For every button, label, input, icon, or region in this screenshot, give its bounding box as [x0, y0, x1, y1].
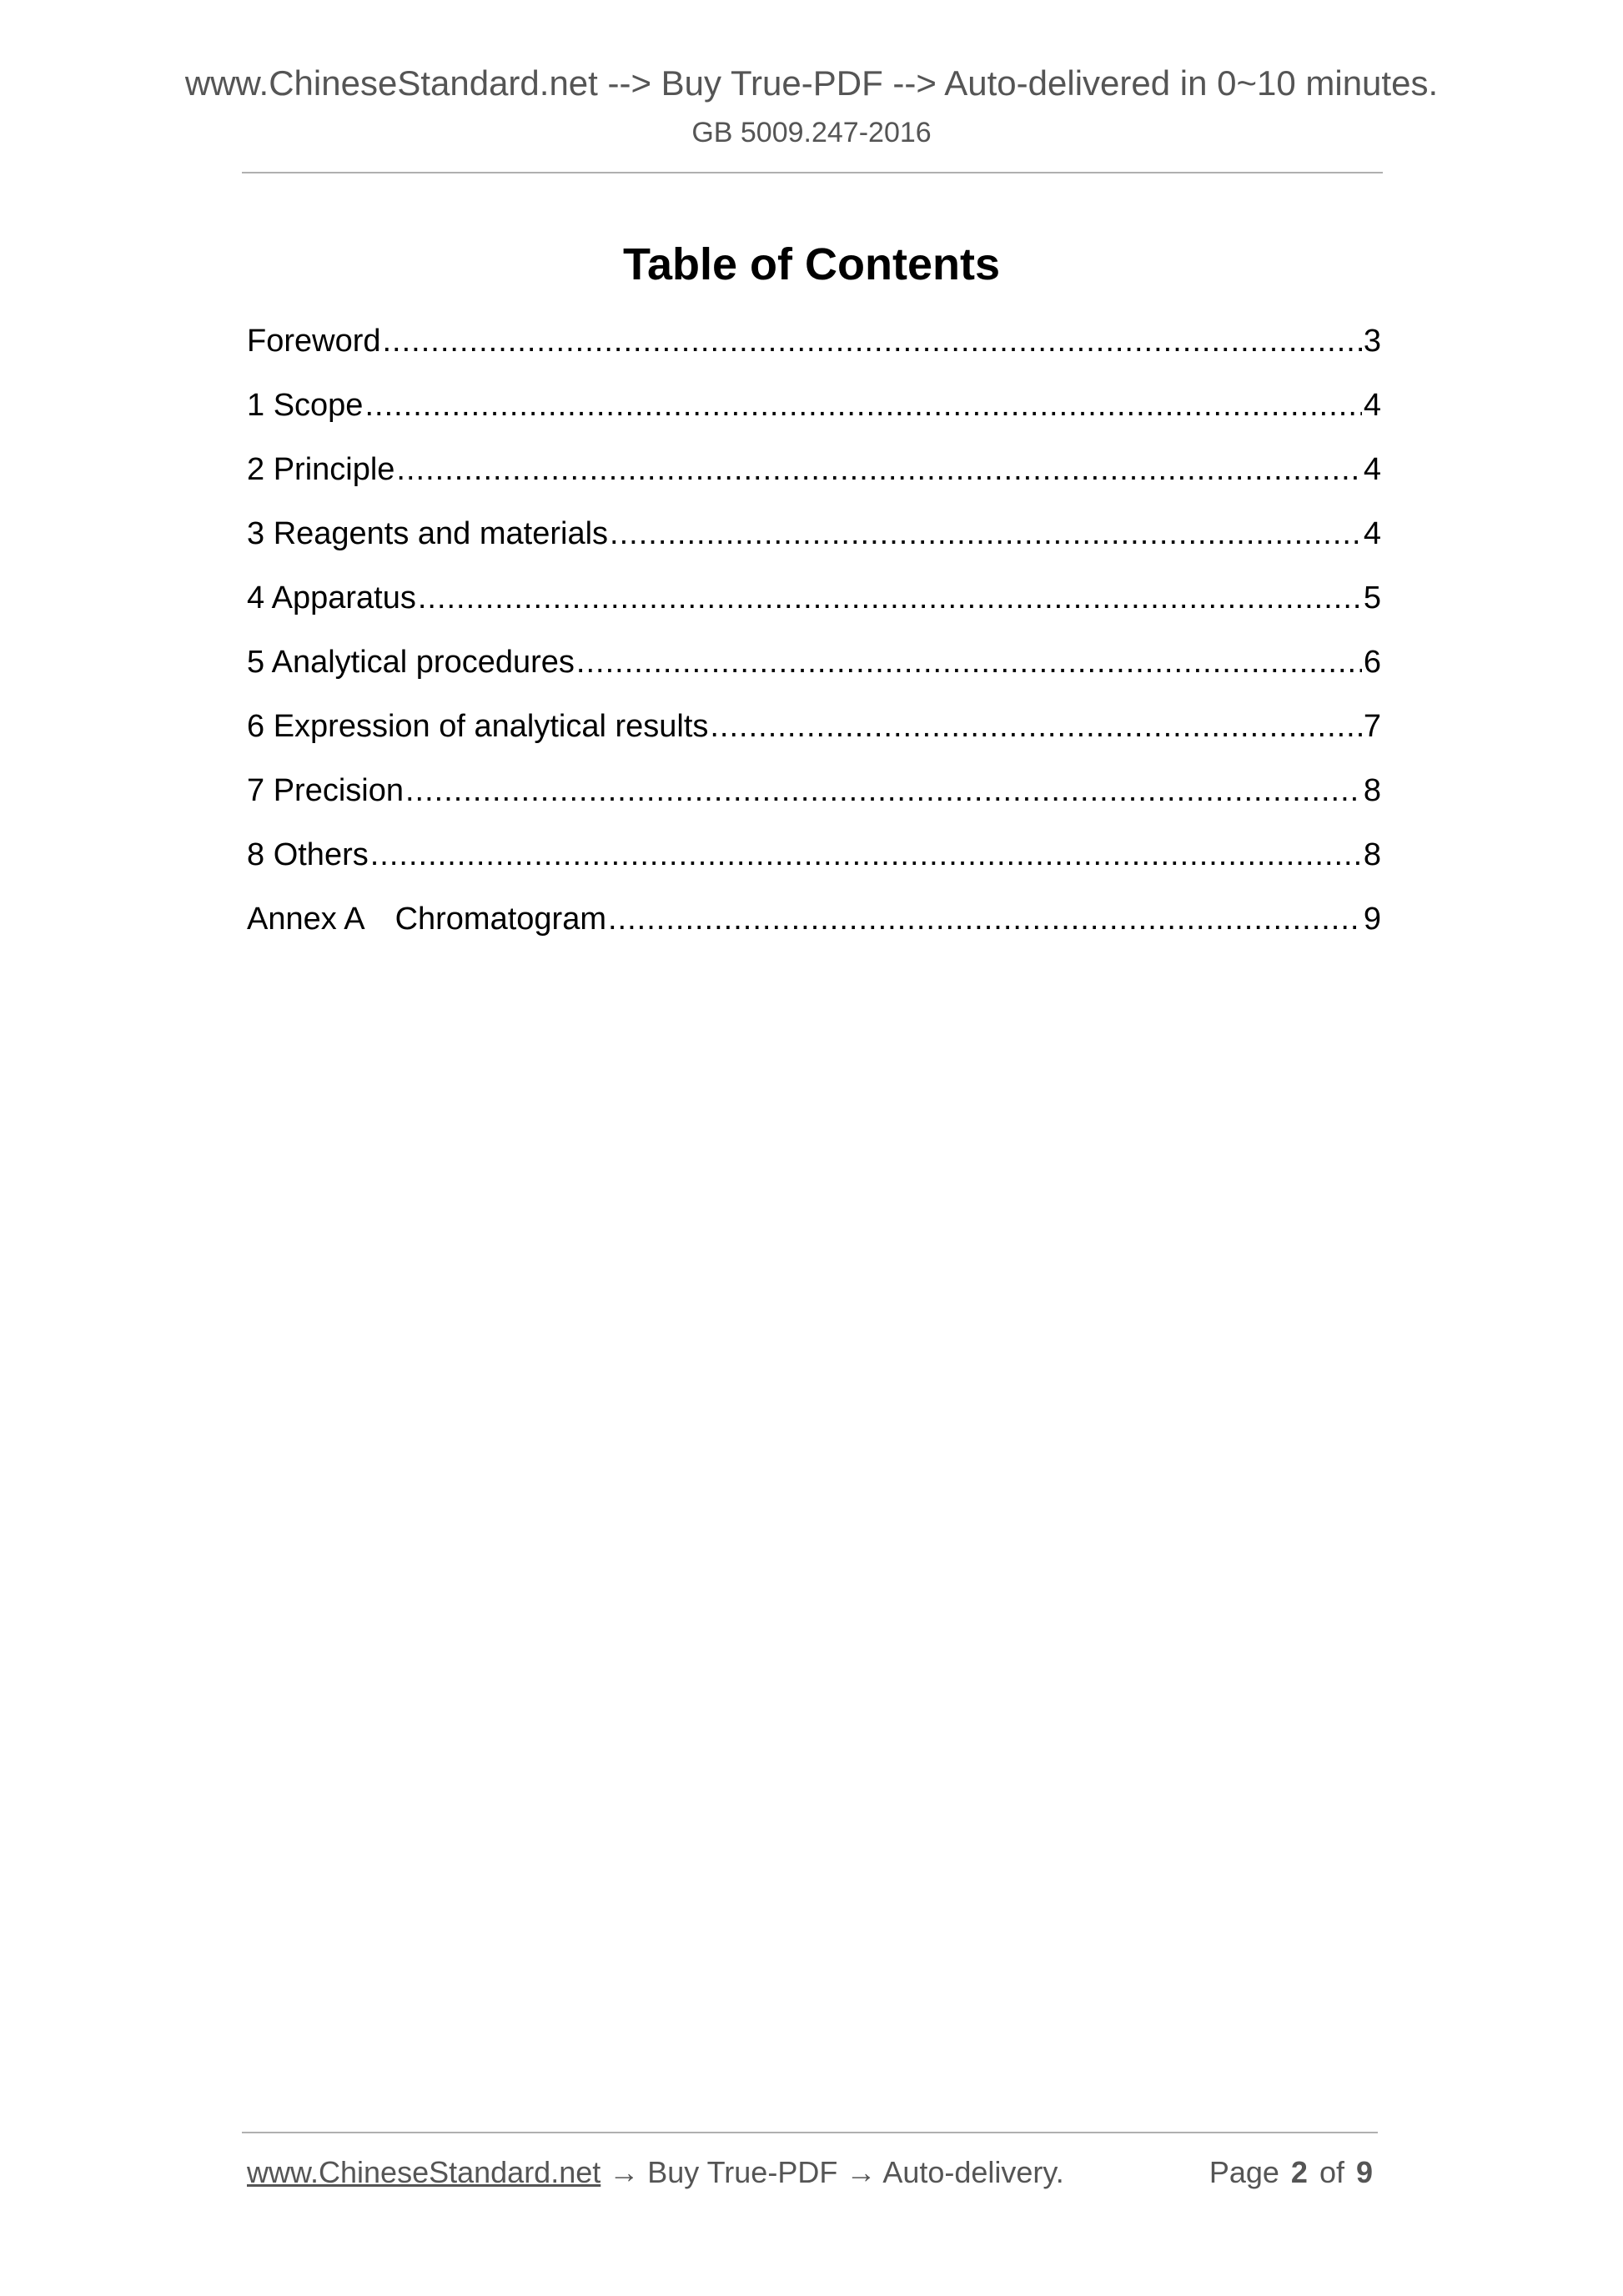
toc-entry-label: 3 Reagents and materials	[247, 516, 609, 551]
page-total: 9	[1355, 2155, 1373, 2189]
dot-leader	[396, 450, 1361, 490]
footer-promo-text: → Buy True-PDF → Auto-delivery.	[600, 2155, 1064, 2189]
dot-leader	[383, 321, 1362, 361]
annex-prefix: Annex A	[247, 902, 365, 937]
page-title: Table of Contents	[623, 239, 1000, 289]
toc-entry-others[interactable]	[247, 835, 1381, 899]
toc-entry-label: 4 Apparatus	[247, 580, 416, 615]
toc-list	[247, 321, 1381, 963]
toc-entry-page: 4	[1363, 388, 1381, 423]
toc-entry-label: Foreword	[247, 324, 381, 359]
footer-promo	[247, 2155, 1064, 2190]
toc-entry-annex-a[interactable]	[247, 899, 1381, 963]
toc-entry-label: 2 Principle	[247, 452, 395, 487]
toc-entry-principle[interactable]	[247, 450, 1381, 514]
toc-entry-reagents[interactable]	[247, 514, 1381, 578]
toc-entry-foreword[interactable]	[247, 321, 1381, 385]
page-of: of	[1319, 2155, 1344, 2189]
toc-entry-label: 8 Others	[247, 837, 369, 872]
toc-entry-label: 1 Scope	[247, 388, 364, 423]
footer-divider	[242, 2132, 1378, 2133]
dot-leader	[610, 514, 1362, 554]
dot-leader	[576, 642, 1362, 682]
toc-entry-label: 6 Expression of analytical results	[247, 709, 709, 744]
toc-entry-page: 4	[1363, 452, 1381, 487]
dot-leader	[608, 899, 1362, 939]
toc-entry-precision[interactable]	[247, 771, 1381, 835]
page-indicator	[1209, 2155, 1373, 2190]
toc-entry-page: 3	[1363, 324, 1381, 359]
standard-number: GB 5009.247-2016	[691, 117, 932, 148]
dot-leader	[405, 771, 1362, 811]
dot-leader	[710, 706, 1361, 746]
footer-site-link[interactable]: www.ChineseStandard.net	[247, 2155, 601, 2189]
dot-leader	[364, 385, 1361, 425]
page-word: Page	[1208, 2155, 1279, 2189]
toc-entry-results[interactable]	[247, 706, 1381, 771]
header-banner: www.ChineseStandard.net --> Buy True-PDF --> Auto-delivered in 0~10 minutes.	[184, 63, 1439, 103]
dot-leader	[418, 578, 1362, 618]
toc-entry-page: 7	[1363, 709, 1381, 744]
toc-entry-label: 7 Precision	[247, 773, 404, 808]
toc-entry-page: 9	[1363, 902, 1381, 937]
toc-entry-page: 8	[1363, 773, 1381, 808]
toc-entry-label	[247, 899, 606, 939]
toc-entry-procedures[interactable]	[247, 642, 1381, 706]
toc-entry-scope[interactable]	[247, 385, 1381, 450]
toc-entry-page: 8	[1363, 837, 1381, 872]
toc-entry-apparatus[interactable]	[247, 578, 1381, 642]
toc-entry-page: 4	[1363, 516, 1381, 551]
dot-leader	[370, 835, 1362, 875]
toc-entry-page: 6	[1363, 645, 1381, 680]
annex-title: Chromatogram	[394, 902, 606, 937]
header-divider	[242, 172, 1383, 173]
toc-entry-label: 5 Analytical procedures	[247, 645, 575, 680]
toc-entry-page: 5	[1363, 580, 1381, 615]
page-current: 2	[1290, 2155, 1308, 2189]
